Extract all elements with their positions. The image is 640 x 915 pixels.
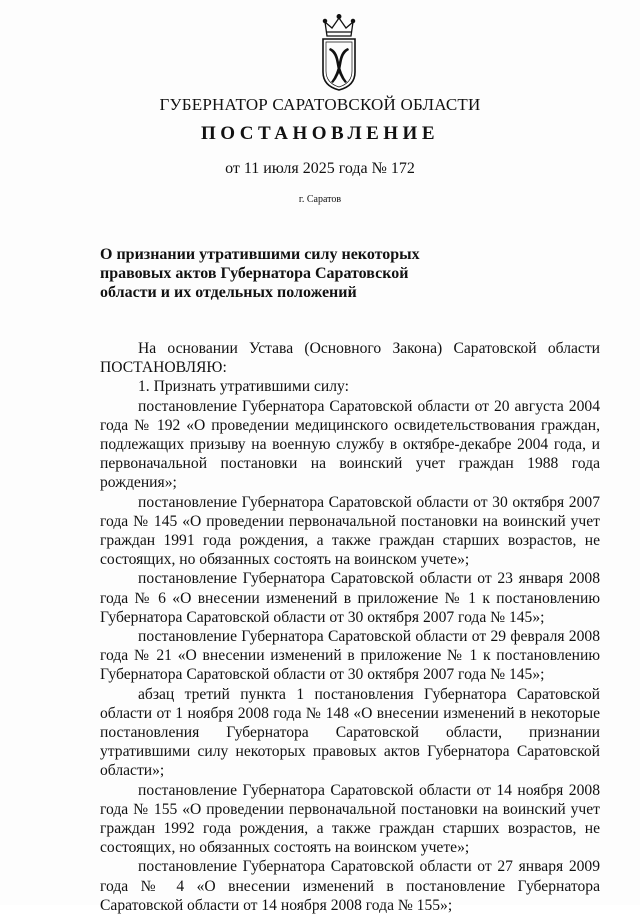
document-type: ПОСТАНОВЛЕНИЕ [200,123,440,144]
item-heading: 1. Признать утратившими силу: [138,378,349,396]
document-title [100,245,422,302]
title-line: О признании утратившими силу некоторых [100,246,420,263]
title-line: правовых актов Губернатора Саратовской [100,265,409,282]
document-city: г. Саратов [298,194,342,205]
document-body [100,339,600,915]
document-date-number: от 11 июля 2025 года № 172 [225,160,415,177]
act-paragraph: постановление Губернатора Саратовской области от 27 января 2009 года № 4 «О внесении изменений в постановление Губернатора Саратовской области от 14 ноября 2008 года № 155»; [100,858,600,914]
act-paragraph: постановление Губернатора Саратовской области от 29 февраля 2008 года № 21 «О внесении изменений в приложение № 1 к постановлению Губернатора Саратовской области от 30 октября 2007 года № 145»; [100,628,600,684]
act-paragraph: постановление Губернатора Саратовской области от 14 ноября 2008 года № 155 «О проведении первоначальной постановки на воинский учет граждан 1992 года рождения, а также граждан старших возрастов, не состоящих, но обязанных состоять на воинском учете»; [100,781,600,857]
saratov-region-coat-of-arms-icon [313,10,365,92]
act-paragraph: абзац третий пункта 1 постановления Губернатора Саратовской области от 1 ноября 2008 года № 148 «О внесении изменений в некоторые постановления Губернатора Саратовской области, признании утратившими силу некоторых правовых актов Губернатора Саратовской области»; [100,685,600,780]
act-paragraph: постановление Губернатора Саратовской области от 20 августа 2004 года № 192 «О проведении медицинского освидетельствования граждан, подлежащих призыву на военную службу в октябре-декабре 2004 года, и первоначальной постановки на воинский учет граждан 1988 года рождения»; [100,397,600,492]
preamble-paragraph: На основании Устава (Основного Закона) Саратовской области ПОСТАНОВЛЯЮ: [100,340,600,377]
act-paragraph: постановление Губернатора Саратовской области от 30 октября 2007 года № 145 «О проведении первоначальной постановки на воинский учет граждан 1991 года рождения, а также граждан старших возрастов, не состоящих, но обязанных состоять на воинском учете»; [100,493,600,569]
act-paragraph: постановление Губернатора Саратовской области от 23 января 2008 года № 6 «О внесении изменений в приложение № 1 к постановлению Губернатора Саратовской области от 30 октября 2007 года № 145»; [100,570,600,626]
title-line: области и их отдельных положений [100,284,357,301]
issuing-authority: ГУБЕРНАТОР САРАТОВСКОЙ ОБЛАСТИ [159,95,481,114]
